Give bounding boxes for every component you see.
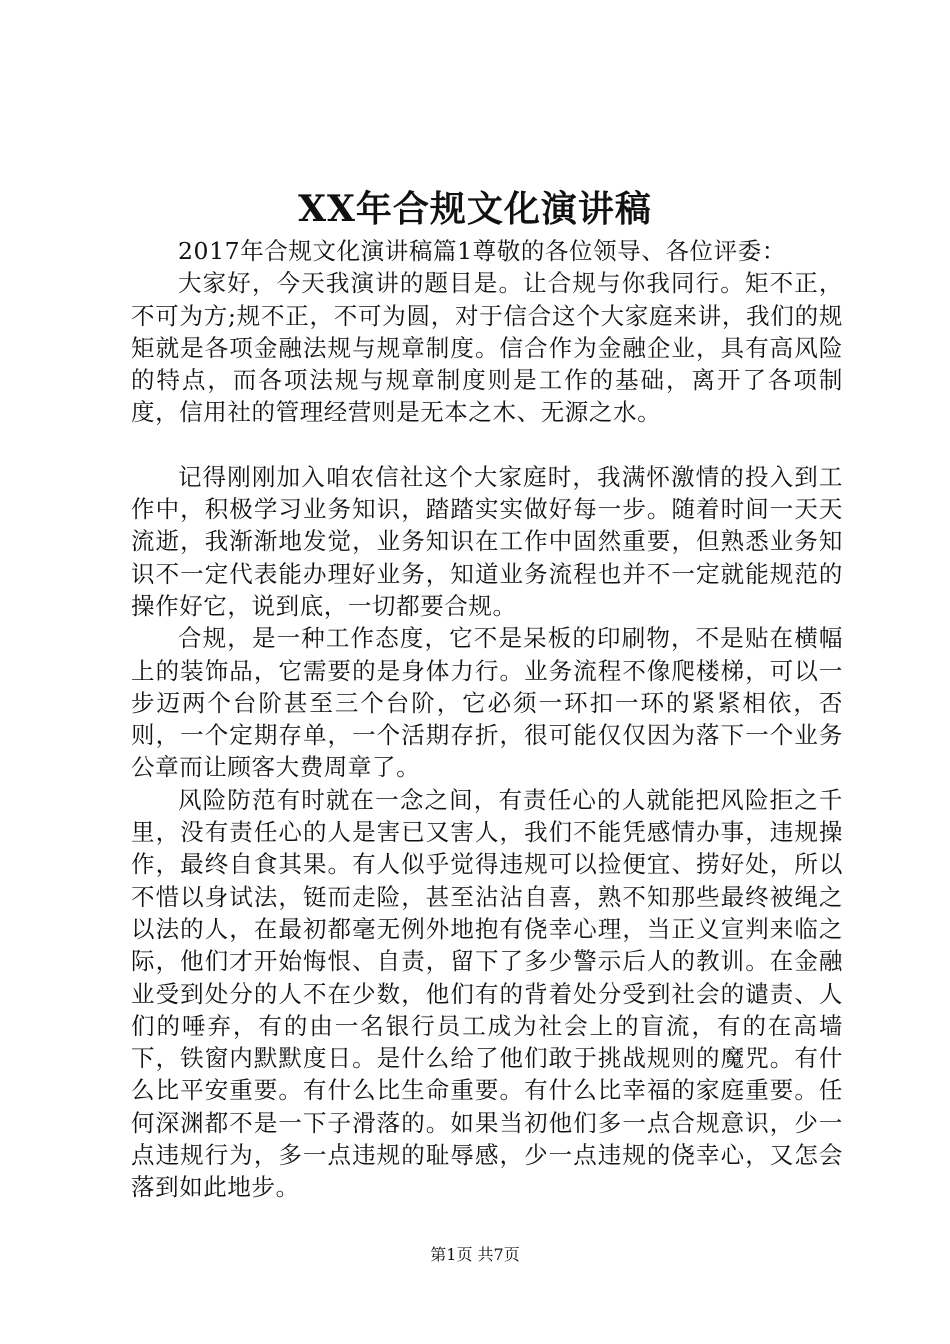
document-body: [131, 235, 843, 1204]
paragraph-memory: 记得刚刚加入咱农信社这个大家庭时，我满怀激情的投入到工作中，积极学习业务知识，踏踏实实做好每一步。随着时间一天天流逝，我渐渐地发觉，业务知识在工作中固然重要，但熟悉业务知识不一定代表能办理好业务，知道业务流程也并不一定就能规范的操作好它，说到底，一切都要合规。: [131, 462, 843, 620]
paragraph-greeting: 大家好，今天我演讲的题目是。让合规与你我同行。矩不正，不可为方;规不正，不可为圆，对于信合这个大家庭来讲，我们的规矩就是各项金融法规与规章制度。信合作为金融企业，具有高风险的特点，而各项法规与规章制度则是工作的基础，离开了各项制度，信用社的管理经营则是无本之木、无源之水。: [131, 269, 843, 427]
page-footer: 第1页 共7页: [430, 1245, 520, 1264]
paragraph-compliance-attitude: 合规，是一种工作态度，它不是呆板的印刷物，不是贴在横幅上的装饰品，它需要的是身体力行。业务流程不像爬楼梯，可以一步迈两个台阶甚至三个台阶，它必须一环扣一环的紧紧相依，否则，一个定期存单，一个活期存折，很可能仅仅因为落下一个业务公章而让顾客大费周章了。: [131, 624, 843, 782]
document-title: XX年合规文化演讲稿: [298, 188, 652, 230]
paragraph-risk-prevention: 风险防范有时就在一念之间，有责任心的人就能把风险拒之千里，没有责任心的人是害已又害人，我们不能凭感情办事，违规操作，最终自食其果。有人似乎觉得违规可以捡便宜、捞好处，所以不惜以身试法，铤而走险，甚至沾沾自喜，熟不知那些最终被绳之以法的人，在最初都毫无例外地抱有侥幸心理，当正义宣判来临之际，他们才开始悔恨、自责，留下了多少警示后人的教训。在金融业受到处分的人不在少数，他们有的背着处分受到社会的谴责、人们的唾弃，有的由一名银行员工成为社会上的盲流，有的在高墙下，铁窗内默默度日。是什么给了他们敢于挑战规则的魔咒。有什么比平安重要。有什么比生命重要。有什么比幸福的家庭重要。任何深渊都不是一下子滑落的。如果当初他们多一点合规意识，少一点违规行为，多一点违规的耻辱感，少一点违规的侥幸心，又怎会落到如此地步。: [131, 785, 843, 1202]
paragraph-intro: 2017年合规文化演讲稿篇1尊敬的各位领导、各位评委：: [178, 237, 786, 265]
